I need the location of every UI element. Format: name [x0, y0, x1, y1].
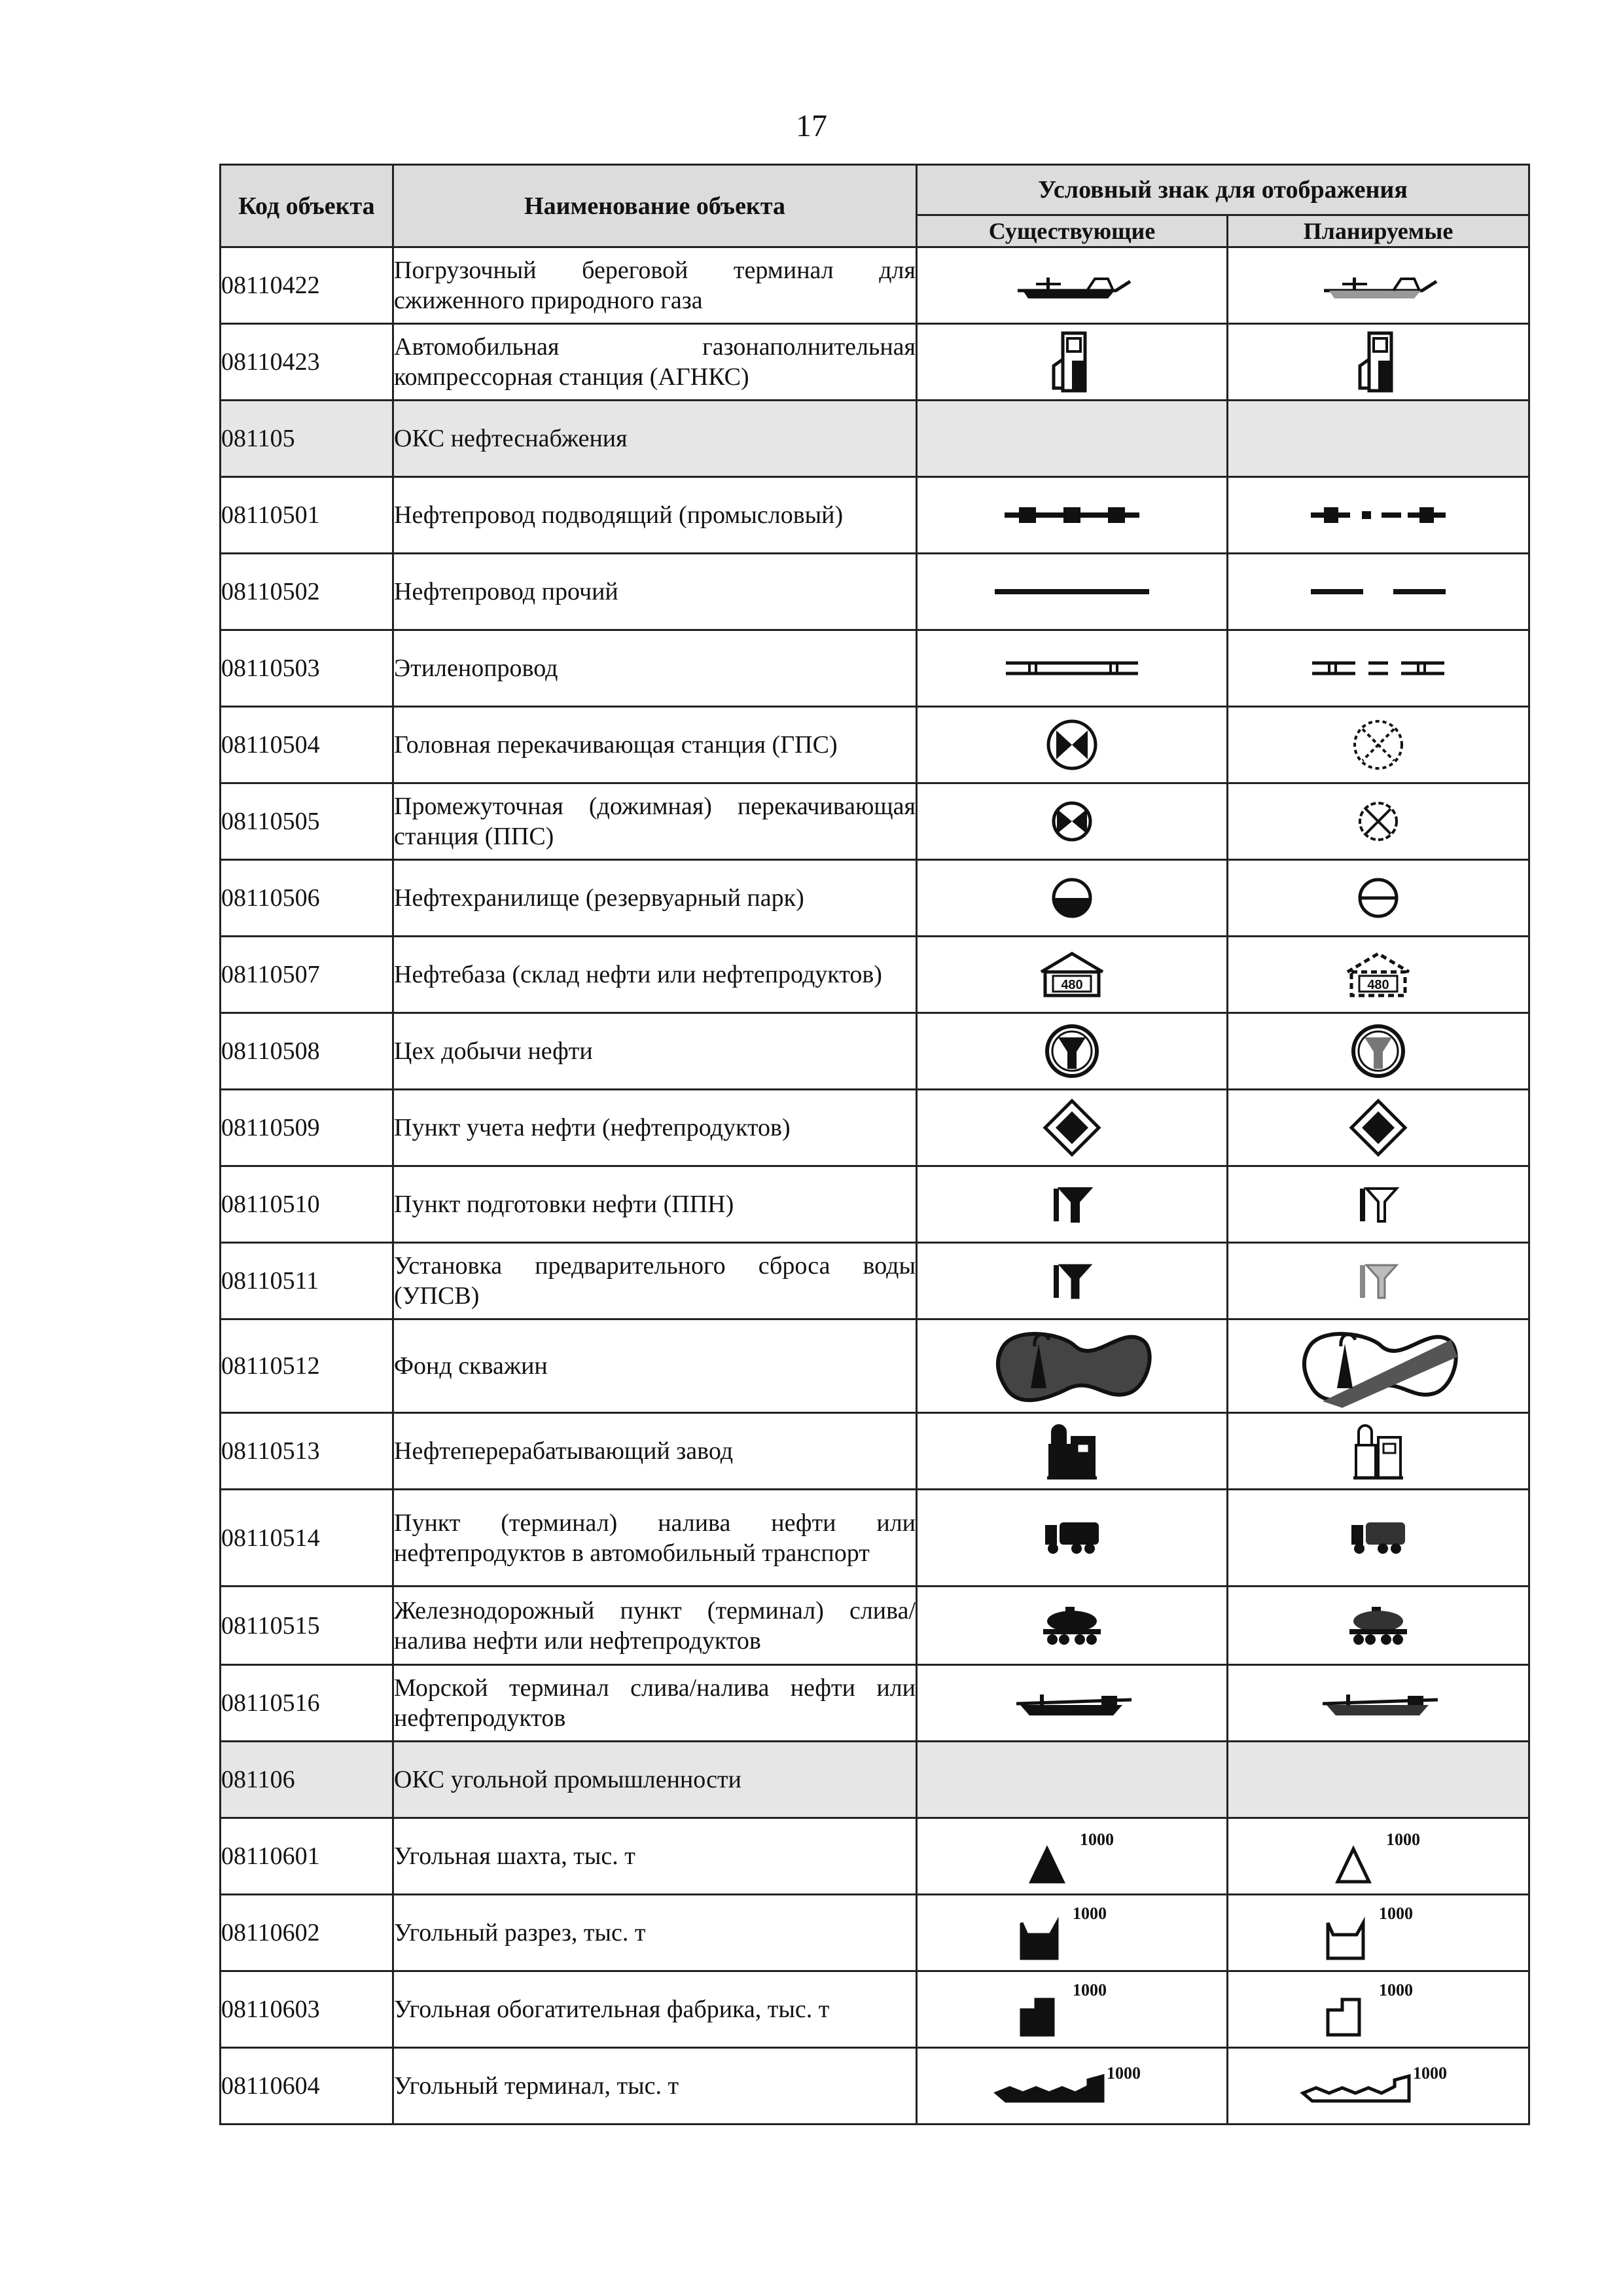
existing-symbol-cell [917, 401, 1228, 477]
planned-symbol-cell [1228, 324, 1529, 401]
existing-symbol-cell [917, 1587, 1228, 1665]
planned-symbol-cell [1228, 1243, 1529, 1319]
object-code: 08110513 [221, 1413, 393, 1490]
existing-booster-pump-station-icon [1049, 816, 1095, 827]
object-name: Угольный разрез, тыс. т [393, 1895, 917, 1971]
header-name: Наименование объекта [393, 165, 917, 247]
object-code: 08110508 [221, 1013, 393, 1090]
existing-coal-plant-icon [1010, 1981, 1134, 2015]
table-row [221, 1490, 1529, 1587]
capacity-label: 1000 [1379, 1981, 1413, 2000]
object-name: Угольный терминал, тыс. т [393, 2048, 917, 2125]
planned-open-pit-icon [1316, 1904, 1440, 1938]
object-code: 08110601 [221, 1818, 393, 1895]
planned-symbol-cell [1228, 1665, 1529, 1742]
planned-symbol-cell [1228, 477, 1529, 554]
object-name: ОКС нефтеснабжения [393, 401, 917, 477]
planned-symbol-cell [1228, 1166, 1529, 1243]
planned-field-pipeline-icon [1310, 509, 1447, 520]
existing-symbol-cell [917, 247, 1228, 324]
table-row [221, 1243, 1529, 1319]
existing-symbol-cell [917, 1013, 1228, 1090]
object-code: 081106 [221, 1742, 393, 1818]
object-name: Нефтеперерабатывающий завод [393, 1413, 917, 1490]
object-code: 08110507 [221, 937, 393, 1013]
planned-symbol-cell [1228, 1090, 1529, 1166]
table-row [221, 1818, 1529, 1895]
object-code: 08110504 [221, 707, 393, 783]
existing-symbol-cell [917, 1166, 1228, 1243]
existing-lng-terminal-icon [1010, 279, 1134, 291]
existing-coal-mine-icon [1013, 1830, 1131, 1861]
table-row [221, 1319, 1529, 1413]
planned-symbol-cell [1228, 401, 1529, 477]
object-code: 08110511 [221, 1243, 393, 1319]
object-code: 08110515 [221, 1587, 393, 1665]
table-row [221, 1587, 1529, 1665]
planned-symbol-cell [1228, 630, 1529, 707]
table-row [221, 1166, 1529, 1243]
object-name: Пункт учета нефти (нефтепродуктов) [393, 1090, 917, 1166]
planned-symbol-cell [1228, 2048, 1529, 2125]
planned-symbol-cell [1228, 1013, 1529, 1090]
planned-symbol-cell [1228, 937, 1529, 1013]
table-row [221, 783, 1529, 860]
existing-symbol-cell [917, 1818, 1228, 1895]
table-row [221, 324, 1529, 401]
section-row [221, 401, 1529, 477]
existing-symbol-cell [917, 860, 1228, 937]
existing-symbol-cell [917, 1243, 1228, 1319]
depot-capacity-label: 480 [1367, 978, 1389, 992]
planned-oil-treatment-icon [1357, 1198, 1399, 1210]
planned-symbol-cell [1228, 860, 1529, 937]
planned-ethylene-pipeline-icon [1310, 662, 1447, 673]
existing-pipeline-line-icon [993, 586, 1150, 597]
object-name: Нефтепровод прочий [393, 554, 917, 630]
object-name: Нефтепровод подводящий (промысловый) [393, 477, 917, 554]
planned-symbol-cell [1228, 1971, 1529, 2048]
planned-head-pump-station-icon [1351, 739, 1406, 750]
planned-tanker-ship-icon [1316, 1697, 1440, 1708]
planned-lng-terminal-icon [1316, 279, 1440, 291]
table-row [221, 1971, 1529, 2048]
object-name: Пункт (терминал) налива нефти или нефтепродуктов в автомобильный транспорт [393, 1490, 917, 1587]
table-row [221, 554, 1529, 630]
capacity-label: 1000 [1107, 2064, 1141, 2083]
object-name: Автомобильная газонаполнительная компрессорная станция (АГНКС) [393, 324, 917, 401]
section-row [221, 1742, 1529, 1818]
object-name: Погрузочный береговой терминал для сжиженного природного газа [393, 247, 917, 324]
object-code: 08110514 [221, 1490, 393, 1587]
planned-symbol-cell [1228, 1587, 1529, 1665]
table-row [221, 860, 1529, 937]
planned-oil-depot-icon [1342, 969, 1414, 992]
existing-oil-storage-icon [1049, 892, 1095, 903]
existing-symbol-cell [917, 783, 1228, 860]
table-row [221, 1895, 1529, 1971]
existing-symbol-cell [917, 707, 1228, 783]
capacity-label: 1000 [1073, 1981, 1107, 2000]
existing-oil-production-icon [1043, 1045, 1101, 1056]
table-row [221, 630, 1529, 707]
existing-symbol-cell [917, 554, 1228, 630]
object-code: 08110501 [221, 477, 393, 554]
existing-water-discharge-icon [1051, 1275, 1093, 1286]
depot-capacity-label: 480 [1061, 978, 1083, 992]
capacity-label: 1000 [1073, 1904, 1107, 1923]
planned-oil-production-icon [1349, 1045, 1408, 1056]
planned-coal-plant-icon [1316, 1981, 1440, 2015]
object-name: Пункт подготовки нефти (ППН) [393, 1166, 917, 1243]
planned-symbol-cell [1228, 247, 1529, 324]
existing-refinery-icon [1046, 1445, 1098, 1456]
object-code: 08110509 [221, 1090, 393, 1166]
planned-symbol-cell [1228, 1490, 1529, 1587]
planned-well-fund-icon [1296, 1360, 1460, 1371]
planned-symbol-cell [1228, 1742, 1529, 1818]
existing-rail-tank-car-icon [1039, 1619, 1105, 1630]
planned-coal-mine-icon [1319, 1830, 1437, 1861]
object-name: Угольная шахта, тыс. т [393, 1818, 917, 1895]
existing-symbol-cell [917, 1971, 1228, 2048]
existing-symbol-cell [917, 1665, 1228, 1742]
existing-symbol-cell [917, 1413, 1228, 1490]
table-row [221, 247, 1529, 324]
object-name: Нефтебаза (склад нефти или нефтепродуктов) [393, 937, 917, 1013]
capacity-label: 1000 [1413, 2064, 1447, 2083]
object-code: 08110510 [221, 1166, 393, 1243]
planned-symbol-cell [1228, 1413, 1529, 1490]
planned-tank-truck-icon [1349, 1532, 1408, 1543]
object-code: 08110602 [221, 1895, 393, 1971]
object-code: 08110603 [221, 1971, 393, 2048]
object-code: 08110512 [221, 1319, 393, 1413]
existing-well-fund-icon [990, 1360, 1154, 1371]
table-row [221, 1090, 1529, 1166]
object-code: 08110604 [221, 2048, 393, 2125]
existing-symbol-cell [917, 1742, 1228, 1818]
existing-fuel-pump-icon [1046, 356, 1098, 367]
object-name: Этиленопровод [393, 630, 917, 707]
object-name: Угольная обогатительная фабрика, тыс. т [393, 1971, 917, 2048]
existing-symbol-cell [917, 937, 1228, 1013]
object-name: Установка предварительного сброса воды (УПСВ) [393, 1243, 917, 1319]
planned-rail-tank-car-icon [1346, 1619, 1411, 1630]
table-row [221, 707, 1529, 783]
planned-booster-pump-station-icon [1355, 816, 1401, 827]
planned-symbol-cell [1228, 707, 1529, 783]
existing-symbol-cell [917, 1090, 1228, 1166]
existing-symbol-cell [917, 1895, 1228, 1971]
object-code: 081105 [221, 401, 393, 477]
table-row [221, 1413, 1529, 1490]
object-name: Фонд скважин [393, 1319, 917, 1413]
planned-symbol-cell [1228, 1319, 1529, 1413]
object-code: 08110503 [221, 630, 393, 707]
header-code: Код объекта [221, 165, 393, 247]
capacity-label: 1000 [1080, 1830, 1114, 1849]
existing-symbol-cell [917, 1490, 1228, 1587]
object-name: Железнодорожный пункт (терминал) слива/налива нефти или нефтепродуктов [393, 1587, 917, 1665]
existing-oil-metering-icon [1043, 1122, 1101, 1133]
symbol-legend-table [219, 164, 1530, 2125]
table-row [221, 477, 1529, 554]
planned-pipeline-line-icon [1310, 586, 1447, 597]
object-name: Нефтехранилище (резервуарный парк) [393, 860, 917, 937]
capacity-label: 1000 [1386, 1830, 1420, 1849]
object-code: 08110516 [221, 1665, 393, 1742]
object-name: ОКС угольной промышленности [393, 1742, 917, 1818]
existing-tanker-ship-icon [1010, 1697, 1134, 1708]
object-code: 08110502 [221, 554, 393, 630]
existing-oil-treatment-icon [1051, 1198, 1093, 1210]
header-existing: Существующие [917, 215, 1228, 247]
planned-symbol-cell [1228, 1895, 1529, 1971]
existing-symbol-cell [917, 630, 1228, 707]
table-row [221, 937, 1529, 1013]
object-code: 08110423 [221, 324, 393, 401]
object-name: Морской терминал слива/налива нефти или нефтепродуктов [393, 1665, 917, 1742]
existing-head-pump-station-icon [1044, 739, 1099, 750]
table-row [221, 2048, 1529, 2125]
planned-coal-terminal-icon [1296, 2064, 1460, 2091]
header-symbol-group: Условный знак для отображения [917, 165, 1529, 215]
object-code: 08110506 [221, 860, 393, 937]
table-row [221, 1013, 1529, 1090]
planned-symbol-cell [1228, 783, 1529, 860]
capacity-label: 1000 [1379, 1904, 1413, 1923]
planned-symbol-cell [1228, 554, 1529, 630]
planned-water-discharge-icon [1357, 1275, 1399, 1286]
existing-symbol-cell [917, 2048, 1228, 2125]
planned-oil-metering-icon [1349, 1122, 1408, 1133]
planned-symbol-cell [1228, 1818, 1529, 1895]
planned-refinery-icon [1352, 1445, 1404, 1456]
existing-oil-depot-icon [1036, 969, 1108, 992]
existing-symbol-cell [917, 477, 1228, 554]
existing-ethylene-pipeline-icon [1003, 662, 1141, 673]
existing-coal-terminal-icon [990, 2064, 1154, 2091]
existing-field-pipeline-icon [1003, 509, 1141, 520]
object-name: Промежуточная (дожимная) перекачивающая станция (ППС) [393, 783, 917, 860]
existing-symbol-cell [917, 324, 1228, 401]
object-code: 08110422 [221, 247, 393, 324]
object-code: 08110505 [221, 783, 393, 860]
planned-fuel-pump-icon [1352, 356, 1404, 367]
header-planned: Планируемые [1228, 215, 1529, 247]
existing-tank-truck-icon [1043, 1532, 1101, 1543]
object-name: Цех добычи нефти [393, 1013, 917, 1090]
object-name: Головная перекачивающая станция (ГПС) [393, 707, 917, 783]
planned-oil-storage-icon [1355, 892, 1401, 903]
existing-open-pit-icon [1010, 1904, 1134, 1938]
existing-symbol-cell [917, 1319, 1228, 1413]
table-row [221, 1665, 1529, 1742]
page-number: 17 [796, 109, 827, 143]
